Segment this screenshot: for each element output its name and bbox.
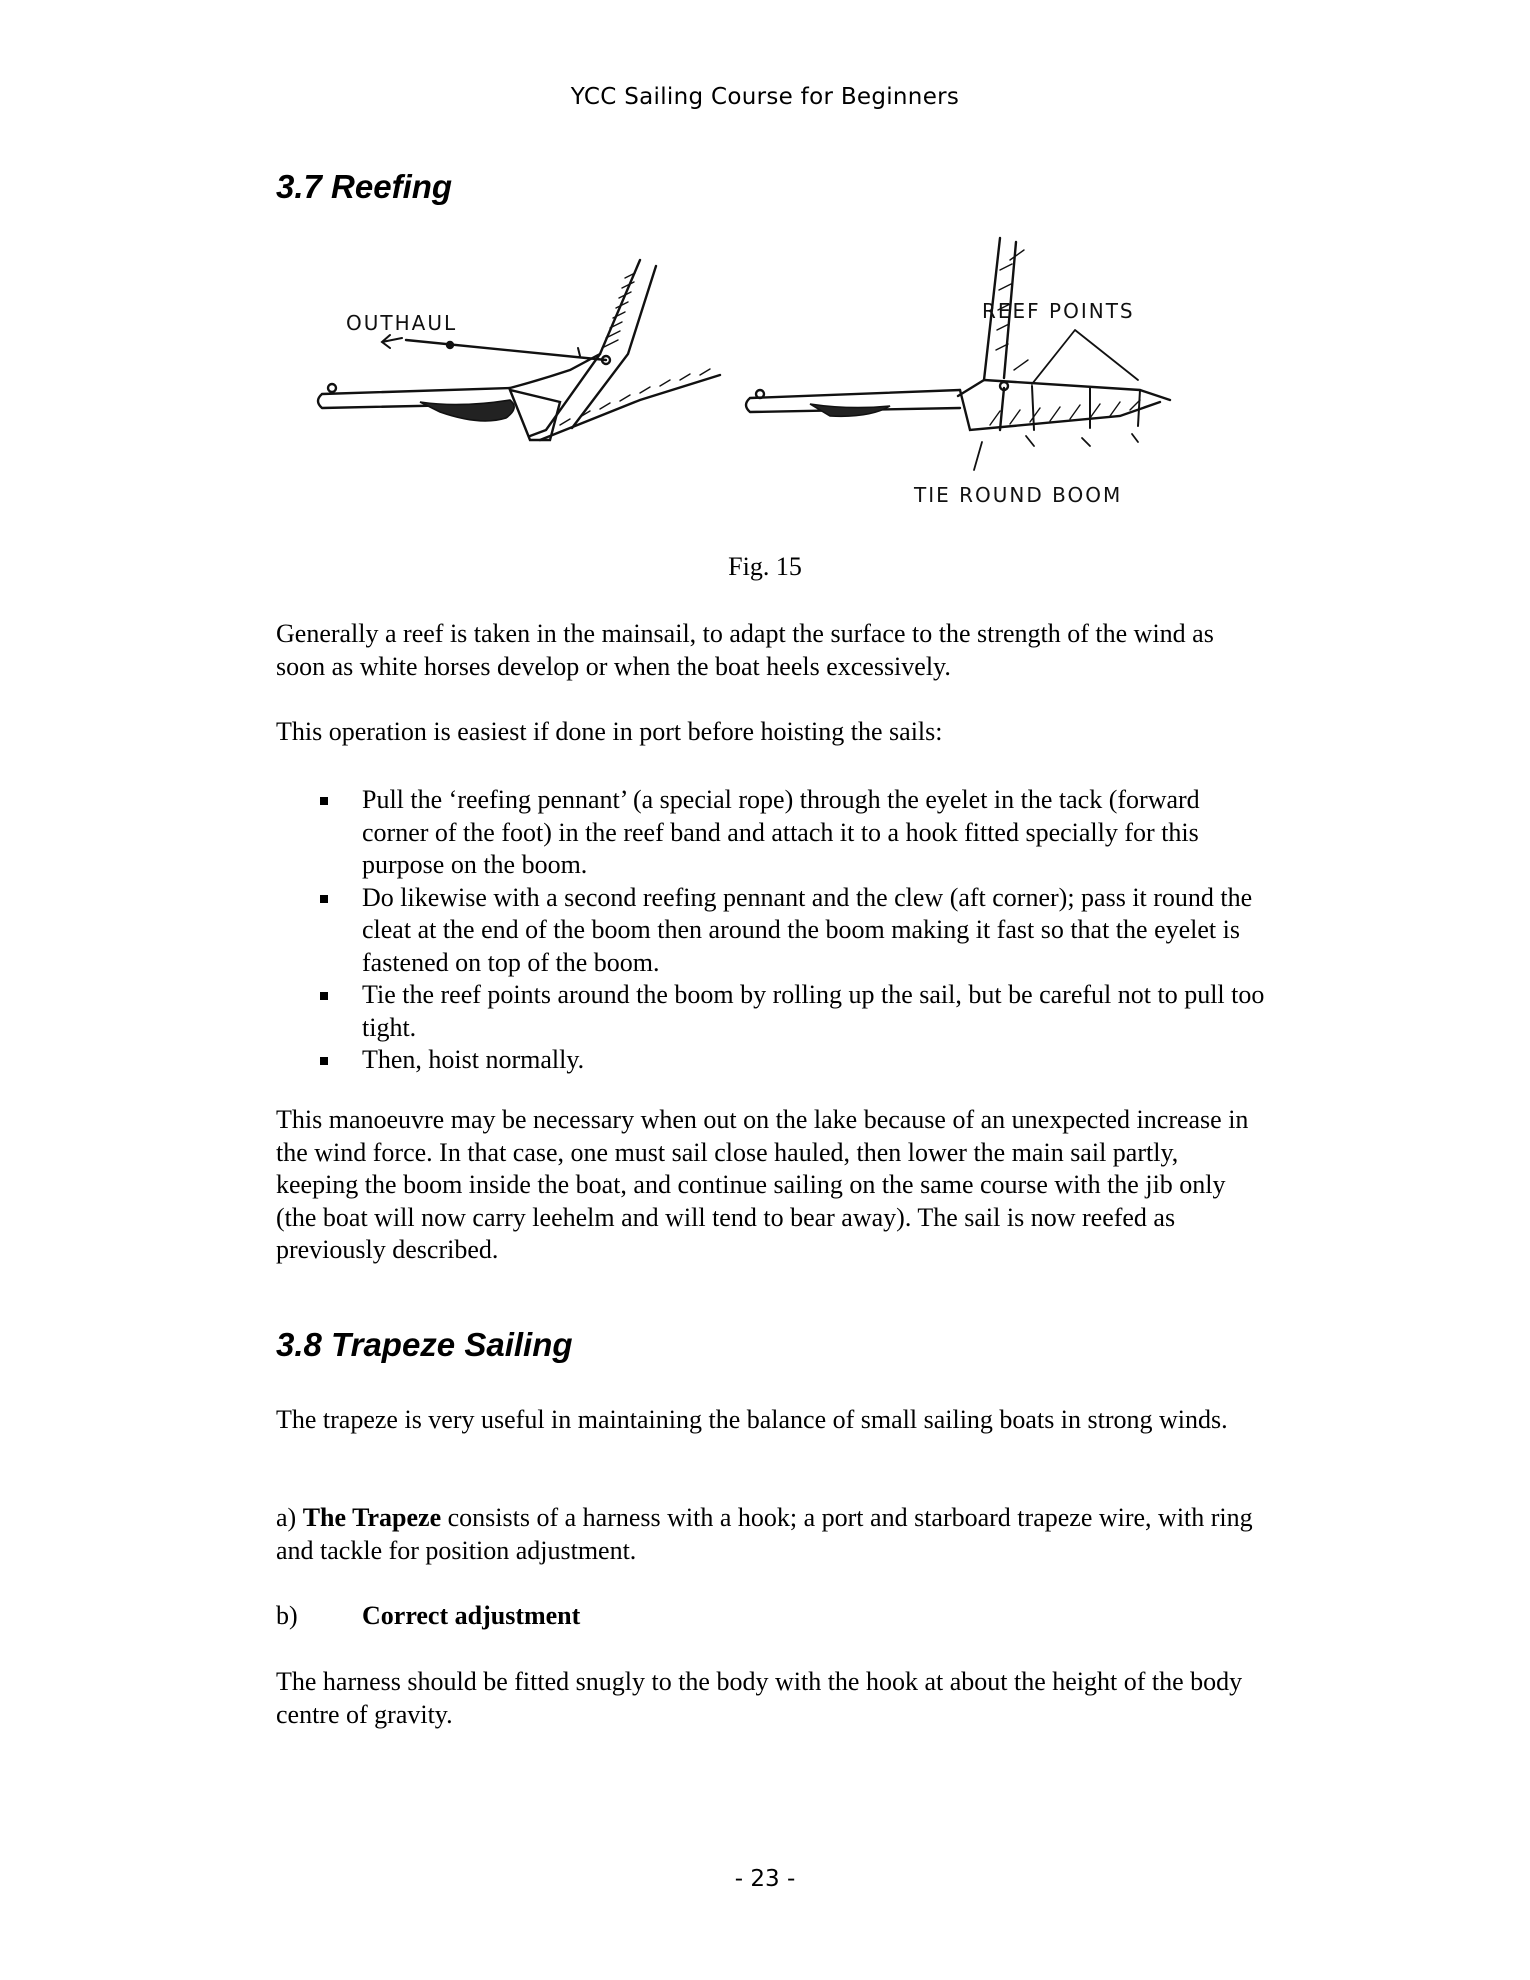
reefing-intro-paragraph: Generally a reef is taken in the mainsail, to adapt the surface to the strength of the wind as soon as white horses develop or when the boat heels excessively. <box>276 619 1214 681</box>
reefing-on-lake-paragraph: This manoeuvre may be necessary when out on the lake because of an unexpected increase in the wind force. In that case, one must sail close hauled, then lower the main sail partly, keeping the boom inside the boat, and continue sailing on the same course with the jib only (the boat will now carry leehelm and will tend to bear away). The sail is now reefed as previously described. <box>276 1105 1249 1264</box>
reefing-operation-paragraph: This operation is easiest if done in port before hoisting the sails: <box>276 717 943 746</box>
trapeze-term: The Trapeze <box>302 1503 442 1532</box>
page-number: - 23 - <box>734 1866 796 1892</box>
section-heading-trapeze: 3.8 Trapeze Sailing <box>276 1326 573 1363</box>
correct-adjustment-heading: Correct adjustment <box>362 1601 581 1630</box>
list-item: Then, hoist normally. <box>276 1044 1266 1077</box>
section-heading-reefing: 3.7 Reefing <box>276 168 453 205</box>
tie-round-boom-label: TIE ROUND BOOM <box>914 483 1123 507</box>
bullet-square-icon <box>320 1057 328 1065</box>
boom-outhaul-drawing <box>318 260 720 440</box>
adjustment-paragraph: The harness should be fitted snugly to the body with the hook at about the height of the body centre of gravity. <box>276 1667 1243 1729</box>
reef-points-label: REEF POINTS <box>982 299 1135 323</box>
reefing-steps-list <box>276 784 1266 1077</box>
trapeze-intro-paragraph: The trapeze is very useful in maintaining the balance of small sailing boats in strong winds. <box>276 1405 1228 1434</box>
reef-points-drawing <box>746 238 1170 470</box>
figure-caption: Fig. 15 <box>728 552 802 581</box>
bullet-square-icon <box>320 895 328 903</box>
bullet-square-icon <box>320 797 328 805</box>
trapeze-item-a: a) The Trapeze consists of a harness with a hook; a port and starboard trapeze wire, with ring and tackle for position adjustment. <box>276 1503 1253 1565</box>
list-item: Tie the reef points around the boom by rolling up the sail, but be careful not to pull too tight. <box>276 979 1266 1044</box>
item-b-label: b) <box>276 1601 298 1630</box>
outhaul-label: OUTHAUL <box>346 311 458 335</box>
list-item: Pull the ‘reefing pennant’ (a special rope) through the eyelet in the tack (forward corner of the foot) in the reef band and attach it to a hook fitted specially for this purpose on the boom. <box>276 784 1266 882</box>
reefing-figure <box>310 230 1270 550</box>
bullet-square-icon <box>320 992 328 1000</box>
list-item: Do likewise with a second reefing pennant and the clew (aft corner); pass it round the cleat at the end of the boom then around the boom making it fast so that the eyelet is fastened on top of the boom. <box>276 882 1266 980</box>
running-header: YCC Sailing Course for Beginners <box>570 84 960 110</box>
